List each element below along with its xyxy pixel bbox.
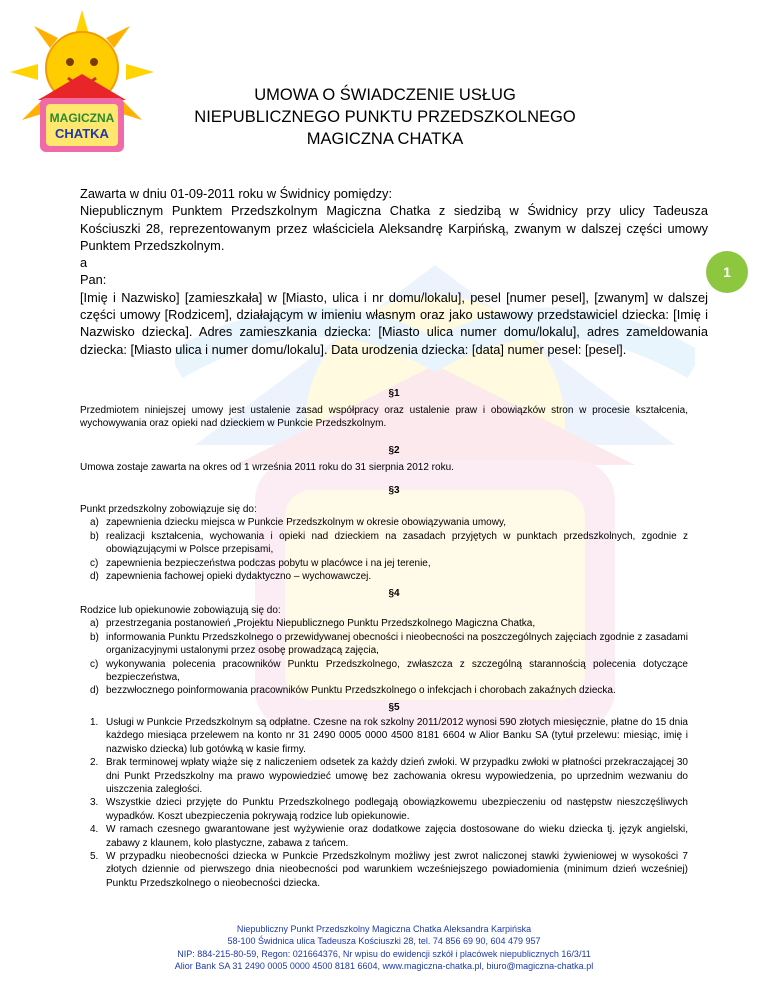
list-item (80, 823, 688, 850)
section-3-heading: §3 (388, 485, 400, 496)
section-5-list (80, 716, 688, 890)
list-item (80, 716, 688, 756)
intro-section (80, 185, 708, 358)
intro-date: Zawarta w dniu 01-09-2011 roku w Świdnicy pomiędzy: (80, 186, 393, 201)
list-item (80, 631, 688, 658)
title-line-1: UMOWA O ŚWIADCZENIE USŁUG (254, 86, 516, 104)
section-2-text (80, 461, 688, 474)
list-item (80, 796, 688, 823)
title-line-2: NIEPUBLICZNEGO PUNKTU PRZEDSZKOLNEGO (194, 108, 576, 126)
section-5-body (80, 716, 688, 890)
section-1-paragraph: Przedmiotem niniejszej umowy jest ustalenie zasad współpracy oraz ustalenie praw i obowiązków stron w procesie kształcenia, wychowywania oraz opieki nad dzieckiem w Punkcie Przedszkolnym. (80, 405, 688, 430)
section-4-body (80, 604, 688, 698)
intro-mr: Pan: (80, 272, 107, 288)
logo-text-line1: MAGICZNA (49, 111, 115, 125)
list-item-text: Wszystkie dzieci przyjęte do Punktu Przedszkolnego podlegają obowiązkowemu ubezpieczeniu od następstw nieszczęśliwych wypadków. Koszt ubezpieczenia pokrywają rodzice lub opiekunowie. (106, 797, 688, 822)
list-item (80, 658, 688, 685)
list-item-label: c) (90, 557, 99, 569)
list-item (80, 557, 688, 570)
list-item (80, 516, 688, 529)
list-item-label: d) (90, 685, 99, 697)
list-item-text: informowania Punktu Przedszkolnego o przewidywanej obecności i nieobecności na poszczególnych zajęciach zgodnie z zasadami organizacyjnymi ustalonymi przez osobę prowadzącą zajęcia, (106, 631, 688, 657)
section-3-list (80, 516, 688, 583)
list-item-label: b) (90, 530, 99, 542)
list-item-label: 2. (90, 757, 99, 769)
section-4-list (80, 617, 688, 697)
list-item-text: zapewnienia dziecku miejsca w Punkcie Przedszkolnym w okresie obowiązywania umowy, (106, 517, 506, 529)
list-item-label: 4. (90, 824, 99, 836)
magiczna-chatka-logo (8, 8, 156, 156)
section-1-heading: §1 (388, 388, 400, 399)
list-item-label: 1. (90, 717, 99, 728)
list-item-label: c) (90, 658, 99, 670)
list-item-text: W ramach czesnego gwarantowane jest wyżywienie oraz dodatkowe zajęcia dostosowane do wieku dziecka tj. język angielski, zabawy z klaunem, koło plastyczne, zabawa z tańcem. (106, 824, 688, 849)
list-item-text: przestrzegania postanowień „Projektu Niepublicznego Punktu Przedszkolnego Magiczna Chatka, (106, 618, 536, 630)
page-number-badge: 1 (706, 251, 748, 293)
list-item-label: a) (90, 517, 99, 529)
footer-line-1: Niepubliczny Punkt Przedszkolny Magiczna Chatka Aleksandra Karpińska (236, 924, 532, 934)
list-item-text: Brak terminowej wpłaty wiąże się z naliczeniem odsetek za każdy dzień zwłoki. W przypadku zwłoki w płatności przekraczającej 30 dni Punkt Przedszkolny ma prawo wypowiedzieć umowę bez zachowania okresu wypowiedzenia, po uprzednim wezwaniu do uiszczenia zaległości. (106, 757, 688, 796)
intro-party-2: [Imię i Nazwisko] [zamieszkała] w [Miasto, ulica i nr domu/lokalu], pesel [numer pesel], [zwanym] w dalszej części umowy [Rodzicem], działającym w imieniu własnym oraz jako ustawowy przedstawiciel dziecka: [Imię i Nazwisko dziecka]. Adres zamieszkania dziecka: [Miasto ulica numer domu/lokalu], adres zameldowania dziecka: [Miasto ulica i numer domu/lokalu]. Data urodzenia dziecka: [data] numer pesel: [pesel]. (80, 289, 708, 357)
section-4-heading: §4 (388, 588, 400, 599)
document-title (160, 84, 610, 150)
page-footer (80, 923, 688, 972)
list-item-text: wykonywania polecenia pracowników Punktu Przedszkolnego, zwłaszcza z szczególną starannością polecenia dotyczące bezpieczeństwa, (106, 658, 688, 684)
list-item-text: realizacji kształcenia, wychowania i opieki nad dzieckiem na zasadach przyjętych w punktach przedszkolnych, zgodnie z obowiązującymi w Polsce przepisami, (106, 530, 688, 556)
section-2-paragraph: Umowa zostaje zawarta na okres od 1 września 2011 roku do 31 sierpnia 2012 roku. (80, 462, 454, 473)
list-item-text: W przypadku nieobecności dziecka w Punkcie Przedszkolnym możliwy jest zwrot naliczonej stawki żywieniowej w wysokości 7 złotych dziennie od pierwszego dnia nieobecności pod warunkiem wcześniejszego powiadomienia (minimum dzień wcześniej) Punktu Przedszkolnego o nieobecności dziecka. (106, 851, 688, 889)
title-line-3: MAGICZNA CHATKA (306, 130, 464, 148)
section-3-lead: Punkt przedszkolny zobowiązuje się do: (80, 504, 257, 515)
footer-line-3: NIP: 884-215-80-59, Regon: 021664376, Nr wpisu do ewidencji szkół i placówek niepublicznych 16/3/11 (177, 948, 591, 959)
footer-line-4: Alior Bank SA 31 2490 0005 0000 4500 8181 6604, www.magiczna-chatka.pl, biuro@magiczna-chatka.pl (174, 960, 594, 971)
section-3-body (80, 503, 688, 583)
intro-party-1: Niepublicznym Punktem Przedszkolnym Magiczna Chatka z siedzibą w Świdnicy przy ulicy Tadeusza Kościuszki 28, reprezentowanym przez właściciela Aleksandrę Karpińską, zwanym w dalszej części umowy Punktem Przedszkolnym. (80, 203, 708, 253)
list-item (80, 617, 688, 630)
logo-text-line2: CHATKA (55, 126, 109, 141)
list-item-text: zapewnienia fachowej opieki dydaktyczno – wychowawczej. (106, 571, 372, 583)
list-item-label: 5. (90, 851, 99, 863)
list-item (80, 530, 688, 557)
list-item (80, 684, 688, 697)
list-item-text: bezzwłocznego poinformowania pracowników Punktu Przedszkolnego o infekcjach i chorobach zakaźnych dziecka. (106, 685, 616, 697)
section-2-heading: §2 (388, 445, 400, 456)
list-item-label: a) (90, 618, 99, 630)
list-item-text: zapewnienia bezpieczeństwa podczas pobytu w placówce i na jej terenie, (106, 557, 431, 569)
list-item-label: d) (90, 571, 99, 583)
section-5-heading: §5 (388, 702, 400, 713)
list-item-label: 3. (90, 797, 99, 809)
list-item (80, 756, 688, 796)
section-4-lead: Rodzice lub opiekunowie zobowiązują się do: (80, 605, 281, 616)
list-item (80, 570, 688, 583)
list-item-label: b) (90, 631, 99, 643)
section-1-text (80, 404, 688, 431)
footer-line-2: 58-100 Świdnica ulica Tadeusza Kościuszki 28, tel. 74 856 69 90, 604 479 957 (227, 936, 541, 947)
list-item-text: Usługi w Punkcie Przedszkolnym są odpłatne. Czesne na rok szkolny 2011/2012 wynosi 590 złotych miesięcznie, płatne do 15 dnia każdego miesiąca przelewem na konto nr 31 2490 0005 0000 4500 8181 6604 w Alior Banku SA (tytuł przelewu: miesiąc, imię i nazwisko dziecka) lub gotówką w kasie firmy. (106, 717, 688, 755)
list-item (80, 850, 688, 890)
intro-and: a (80, 255, 88, 271)
